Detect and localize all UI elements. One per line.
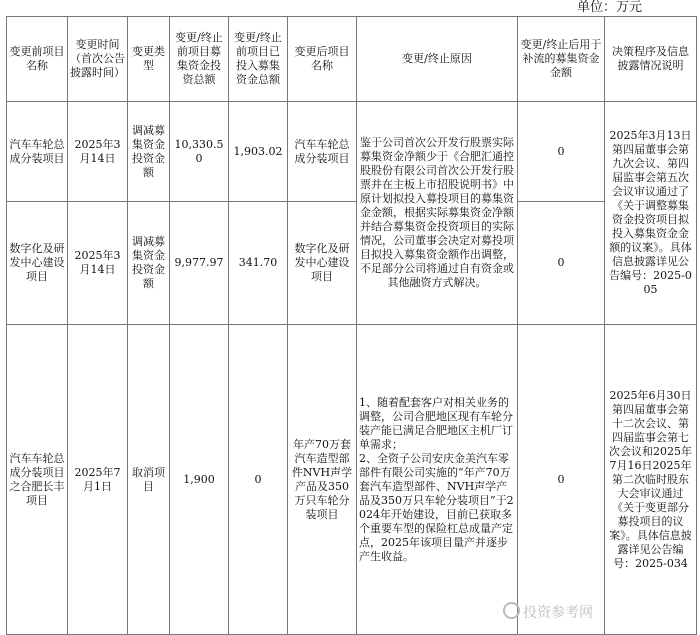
watermark-text: 投资参考网 <box>523 605 593 621</box>
total-investment: 1,900 <box>170 325 229 635</box>
header-cell: 变更/终止前项目募集资金投资总额 <box>170 17 229 102</box>
supplement-amount: 0 <box>518 325 605 635</box>
watermark <box>503 602 593 622</box>
change-reason: 鉴于公司首次公开发行股票实际募集资金净额少于《合肥汇通控股股份有限公司首次公开发行股票并在主板上市招股说明书》中原计划拟投入募投项目的募集资金金额，根据实际募集资金净额并结合募集资金投资项目的实际情况，公司董事会决定对募投项目拟投入募集资金额作出调整，不足部分公司将通过自有资金或其他融资方式解决。 <box>357 102 518 325</box>
new-project-name: 数字化及研发中心建设项目 <box>288 202 357 325</box>
table-row <box>7 325 697 635</box>
invested-amount: 341.70 <box>229 202 288 325</box>
old-project-name: 汽车车轮总成分装项目之合肥长丰项目 <box>7 325 68 635</box>
header-row <box>7 17 697 102</box>
invested-amount: 0 <box>229 325 288 635</box>
header-cell: 变更/终止原因 <box>357 17 518 102</box>
old-project-name: 数字化及研发中心建设项目 <box>7 202 68 325</box>
header-cell: 变更/终止前项目已投入募集资金总额 <box>229 17 288 102</box>
invested-amount: 1,903.02 <box>229 102 288 202</box>
change-type: 调减募集资金投资金额 <box>128 202 170 325</box>
header-cell: 变更时间（首次公告披露时间） <box>68 17 128 102</box>
header-cell: 变更类型 <box>128 17 170 102</box>
header-cell: 变更前项目名称 <box>7 17 68 102</box>
fund-change-table <box>6 16 697 635</box>
header-cell: 变更后项目名称 <box>288 17 357 102</box>
weibo-icon <box>503 602 520 619</box>
decision-disclosure: 2025年6月30日第四届董事会第十二次会议、第四届监事会第七次会议和2025年7月16日2025年第二次临时股东大会审议通过《关于变更部分募投项目的议案》。具体信息披露详见公告编号：2025-034 <box>605 325 697 635</box>
new-project-name: 年产70万套汽车造型部件NVH声学产品及350万只车轮分装项目 <box>288 325 357 635</box>
total-investment: 10,330.50 <box>170 102 229 202</box>
old-project-name: 汽车车轮总成分装项目 <box>7 102 68 202</box>
supplement-amount: 0 <box>518 102 605 202</box>
change-type: 取消项目 <box>128 325 170 635</box>
change-date: 2025年3月14日 <box>68 202 128 325</box>
total-investment: 9,977.97 <box>170 202 229 325</box>
new-project-name: 汽车车轮总成分装项目 <box>288 102 357 202</box>
decision-disclosure: 2025年3月13日第四届董事会第九次会议、第四届监事会第五次会议审议通过了《关于调整募集资金投资项目拟投入募集资金金额的议案》。具体信息披露详见公告编号：2025-005 <box>605 102 697 325</box>
change-type: 调减募集资金投资金额 <box>128 102 170 202</box>
supplement-amount: 0 <box>518 202 605 325</box>
change-date: 2025年3月14日 <box>68 102 128 202</box>
header-cell: 决策程序及信息披露情况说明 <box>605 17 697 102</box>
table-row <box>7 202 697 325</box>
unit-label: 单位：万元 <box>576 0 642 15</box>
change-reason: 1、随着配套客户对相关业务的调整，公司合肥地区现有车轮分装产能已满足合肥地区主机厂订单需求； 2、全资子公司安庆金美汽车零部件有限公司实施的“年产70万套汽车造型部件、NVH声学产品及350万只车轮分装项目”于2024年开始建设，目前已获取多个重要车型的保险杠总成量产定点，2025年该项目量产并逐步产生收益。 <box>357 325 518 635</box>
change-date: 2025年7月1日 <box>68 325 128 635</box>
header-cell: 变更/终止后用于补流的募集资金金额 <box>518 17 605 102</box>
table-row <box>7 102 697 202</box>
